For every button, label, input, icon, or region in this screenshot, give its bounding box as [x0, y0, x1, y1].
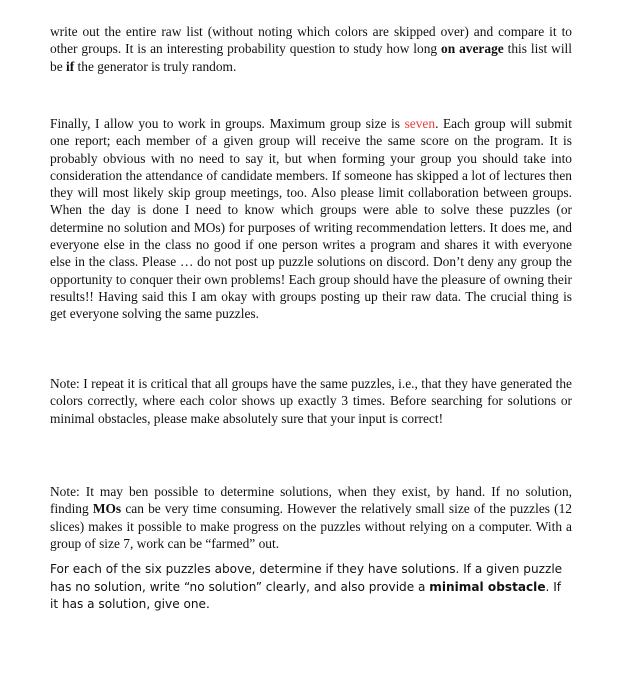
p5-text-1: For each of the six puzzles above, determine if they have solutions. If a given puzzle has no solution, write “no solution” clearly, and also provide a — [50, 562, 563, 594]
p1-text-2: this list will be — [50, 41, 573, 74]
paragraph-note-by-hand — [50, 483, 572, 552]
p5-text-2: . If it has a solution, give one. — [50, 579, 562, 611]
p2-text-2: . Each group will submit one report; each member of a given group will receive the same score on the program. It is probably obvious with no need to say it, but when forming your group you should take into consideration the attendance of candidate members. If someone has skipped a lot of lectures then they will most likely skip group meetings, too. Also please limit collaboration between groups. When the day is done I need to know which groups were able to solve these puzzles (or determine no solution and MOs) for purposes of writing recommendation letters. It does me, and everyone else in the class no good if one person writes a program and shares it with everyone else in the class. Please … do not post up puzzle solutions on discord. Don’t deny any group the opportunity to conquer their own problems! Each group should have the pleasure of owning their results!! Having said this I am okay with groups posting up their raw data. The crucial thing is get everyone solving the same puzzles. — [50, 116, 573, 322]
paragraph-groups — [50, 115, 572, 323]
p2-text-1: Finally, I allow you to work in groups. Maximum group size is — [50, 116, 405, 131]
p4-text-1: Note: It may ben possible to determine solutions, when they exist, by hand. If no solution, finding — [50, 484, 572, 517]
p3-text: Note: I repeat it is critical that all groups have the same puzzles, i.e., that they have generated the colors correctly, where each color shows up exactly 3 times. Before searching for solutions or minimal obstacles, please make absolutely sure that your input is correct! — [50, 376, 572, 426]
p2-red-seven: seven — [404, 116, 436, 131]
p4-text-2: can be very time consuming. However the relatively small size of the puzzles (12 slices) makes it possible to make progress on the puzzles without relying on a computer. With a group of size 7, work can be “farmed” out. — [50, 501, 573, 551]
paragraph-note-same-puzzles — [50, 375, 572, 427]
paragraph-raw-list — [50, 23, 572, 75]
p1-bold-if: if — [66, 58, 75, 74]
paragraph-six-puzzles — [50, 561, 572, 614]
p1-text-3: the generator is truly random. — [74, 58, 237, 74]
p1-text-1: write out the entire raw list (without noting which colors are skipped over) and compare it to other groups. It is an interesting probability question to study how long — [50, 24, 572, 57]
p4-bold-mos: MOs — [92, 501, 122, 517]
p1-bold-on-average: on average — [441, 41, 504, 57]
p5-bold-minimal-obstacle: minimal obstacle — [429, 579, 546, 594]
